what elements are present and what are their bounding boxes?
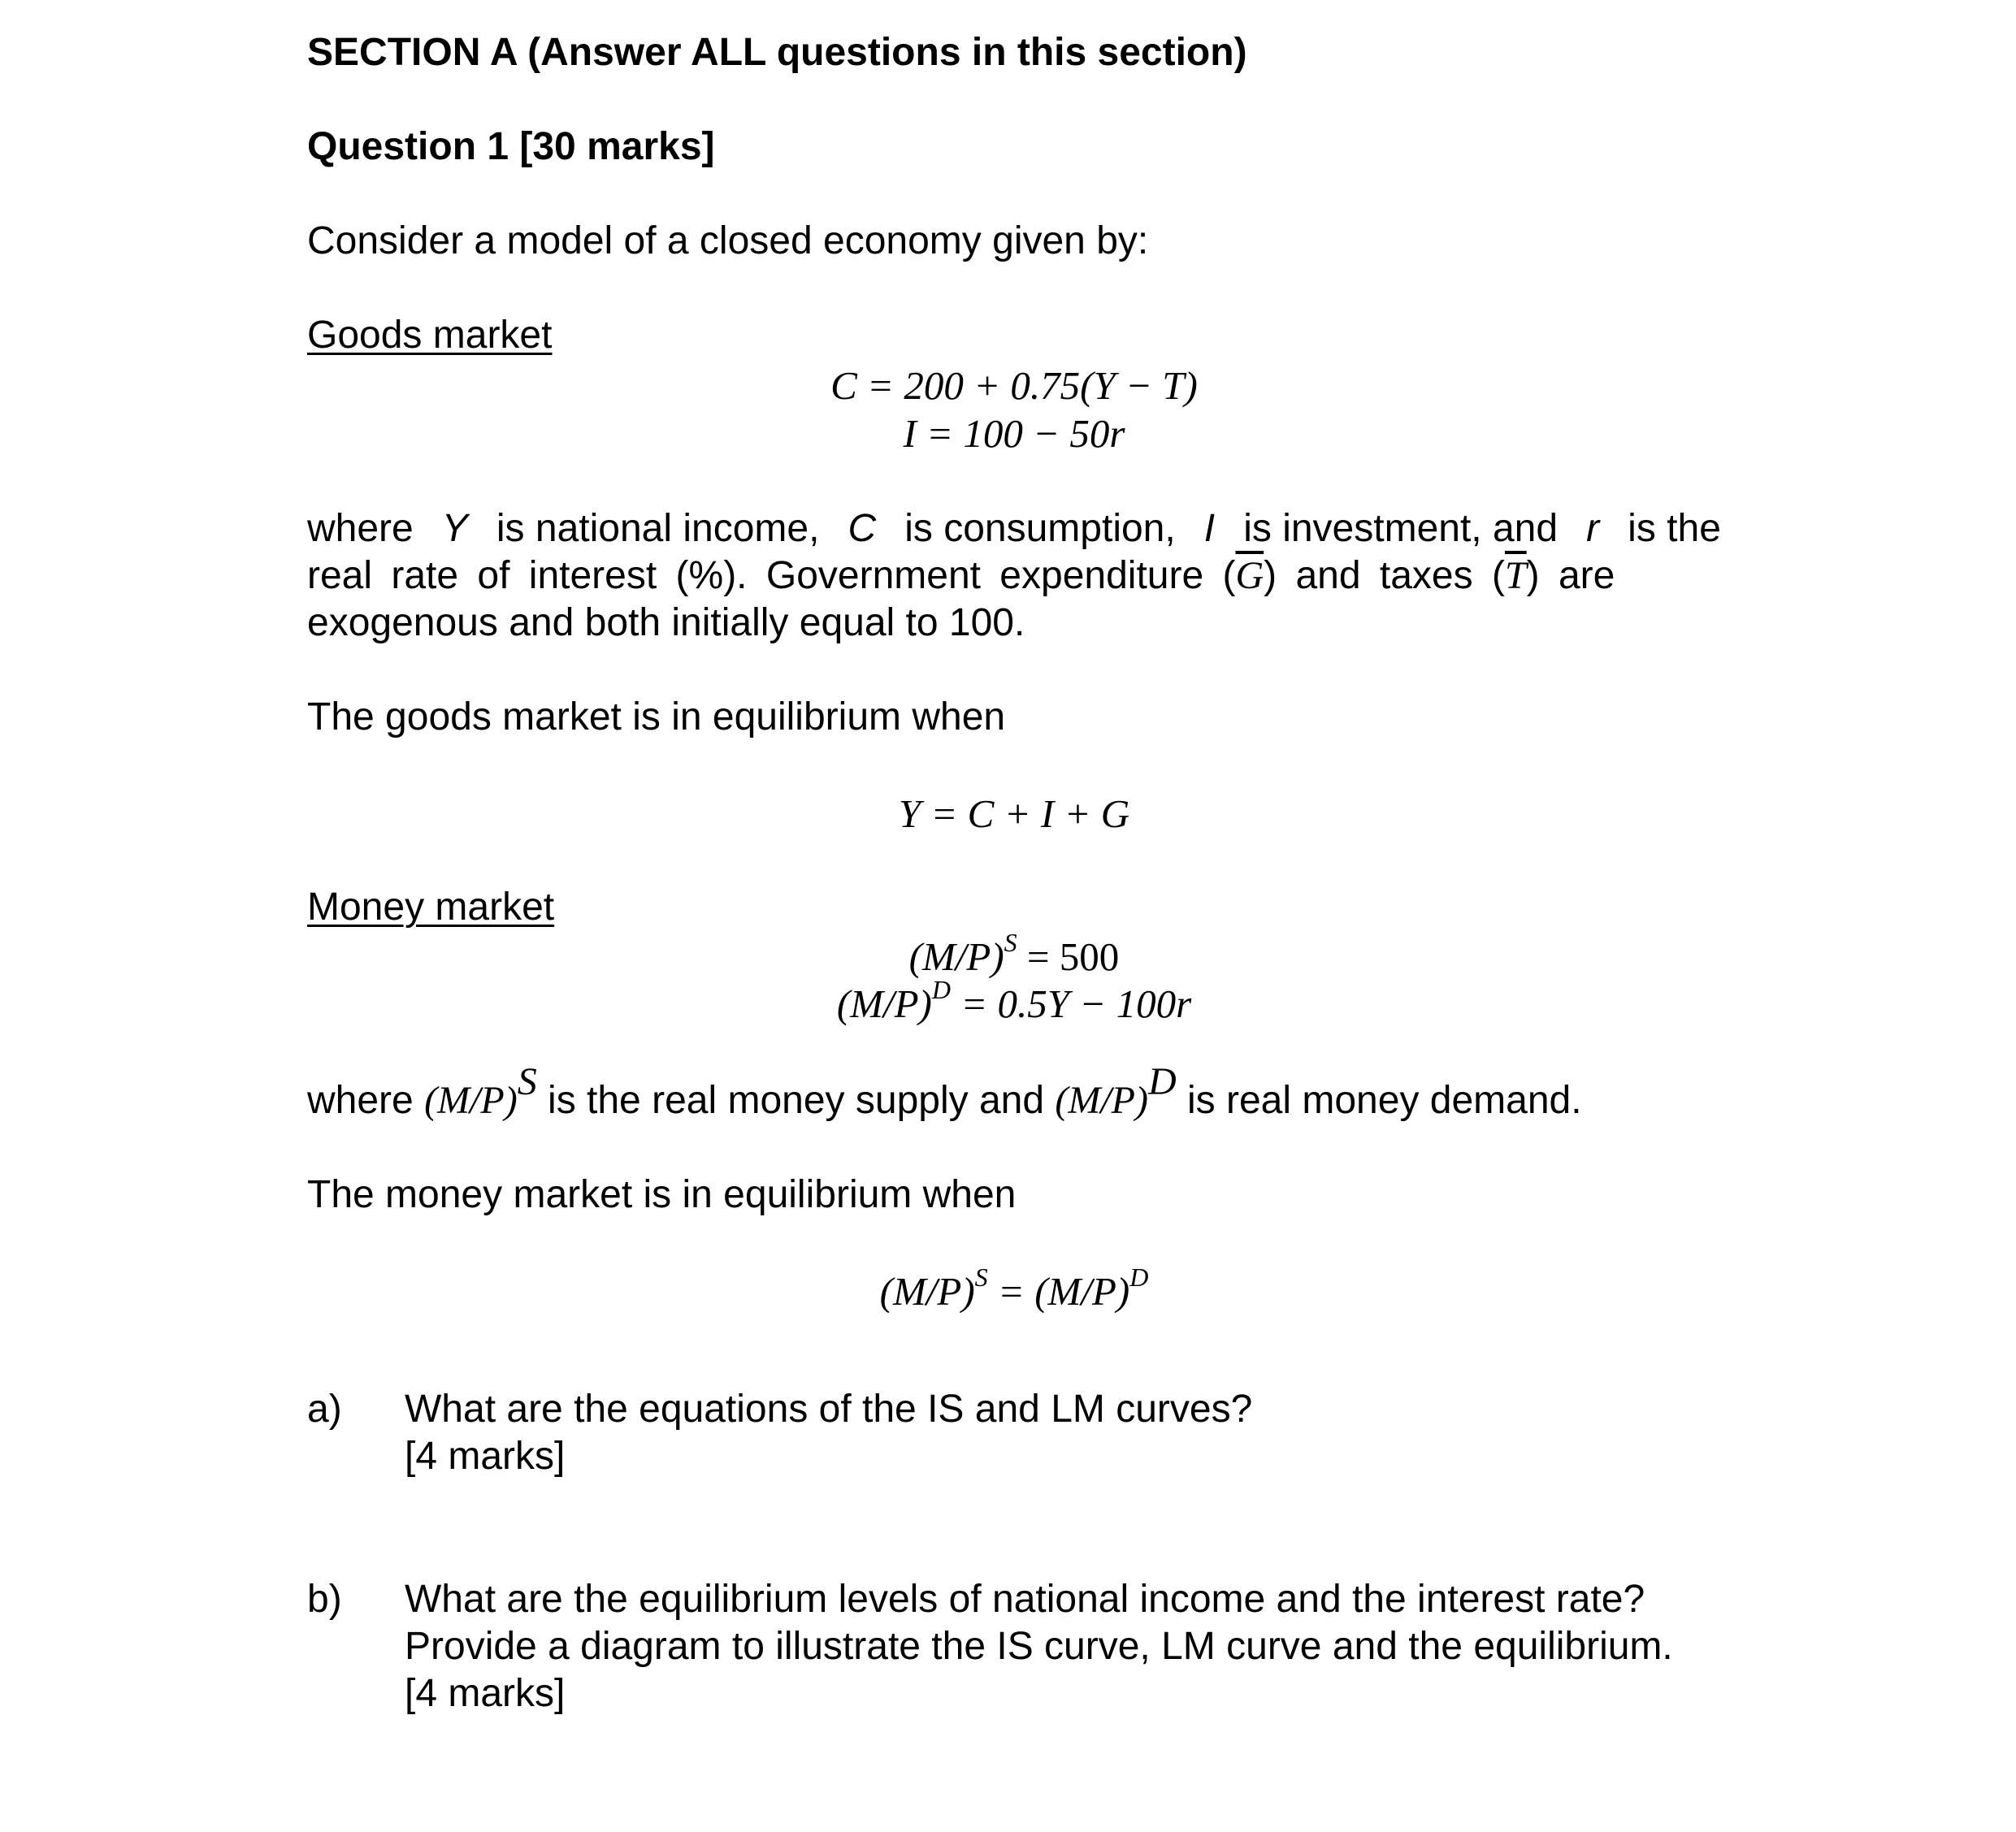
- question-a-text: What are the equations of the IS and LM curves?: [405, 1388, 1253, 1431]
- goods-equilibrium-text: The goods market is in equilibrium when: [307, 695, 1006, 738]
- consumption-equation-text: C = 200 + 0.75(Y − T): [830, 363, 1198, 408]
- variable-description: [307, 505, 1721, 647]
- question-b-text-1: What are the equilibrium levels of national income and the interest rate?: [405, 1578, 1645, 1621]
- section-heading: SECTION A (Answer ALL questions in this section): [307, 31, 1247, 74]
- question-a-body: [405, 1386, 1754, 1480]
- money-equilibrium-text: The money market is in equilibrium when: [307, 1173, 1017, 1216]
- goods-market-heading: Goods market: [307, 314, 553, 357]
- description-line-1: where Y is national income, C is consumption, I is investment, and r is the: [307, 507, 1721, 550]
- money-equilibrium-equation: $(M/P)^S = (M/P)^D$: [879, 1262, 1149, 1314]
- g-bar-symbol: $\overline{G}$: [1235, 554, 1264, 597]
- investment-equation: [307, 409, 1721, 458]
- money-description: where $(M/P)^S$ is the real money supply and $(M/P)^D$ is real money demand.: [307, 1060, 1582, 1122]
- goods-equilibrium-equation: Y = C + I + G: [898, 791, 1130, 836]
- question-b-text-2: Provide a diagram to illustrate the IS curve, LM curve and the equilibrium.: [405, 1625, 1673, 1668]
- money-market-heading: Money market: [307, 886, 555, 929]
- t-bar-symbol: $\overline{T}$: [1504, 554, 1527, 597]
- question-a-marks: [4 marks]: [405, 1435, 566, 1478]
- question-heading: Question 1 [30 marks]: [307, 125, 715, 168]
- question-b-body: [405, 1576, 1754, 1717]
- intro-text: Consider a model of a closed economy given by:: [307, 219, 1149, 262]
- investment-equation-text: I = 100 − 50r: [903, 411, 1125, 456]
- money-demand-equation: $(M/P)^D = 0.5Y - 100r$: [836, 974, 1192, 1026]
- question-b-label: b): [307, 1578, 342, 1621]
- consumption-equation: [307, 362, 1721, 410]
- description-line-2: real rate of interest (%). Government expenditure $(\overline{G})$ and taxes $(\overline{T})$ are: [307, 554, 1615, 597]
- description-line-3: exogenous and both initially equal to 100.: [307, 601, 1025, 644]
- question-b-marks: [4 marks]: [405, 1672, 566, 1715]
- question-a-label: a): [307, 1388, 342, 1431]
- money-supply-equation: $(M/P)^S = 500$: [908, 927, 1120, 979]
